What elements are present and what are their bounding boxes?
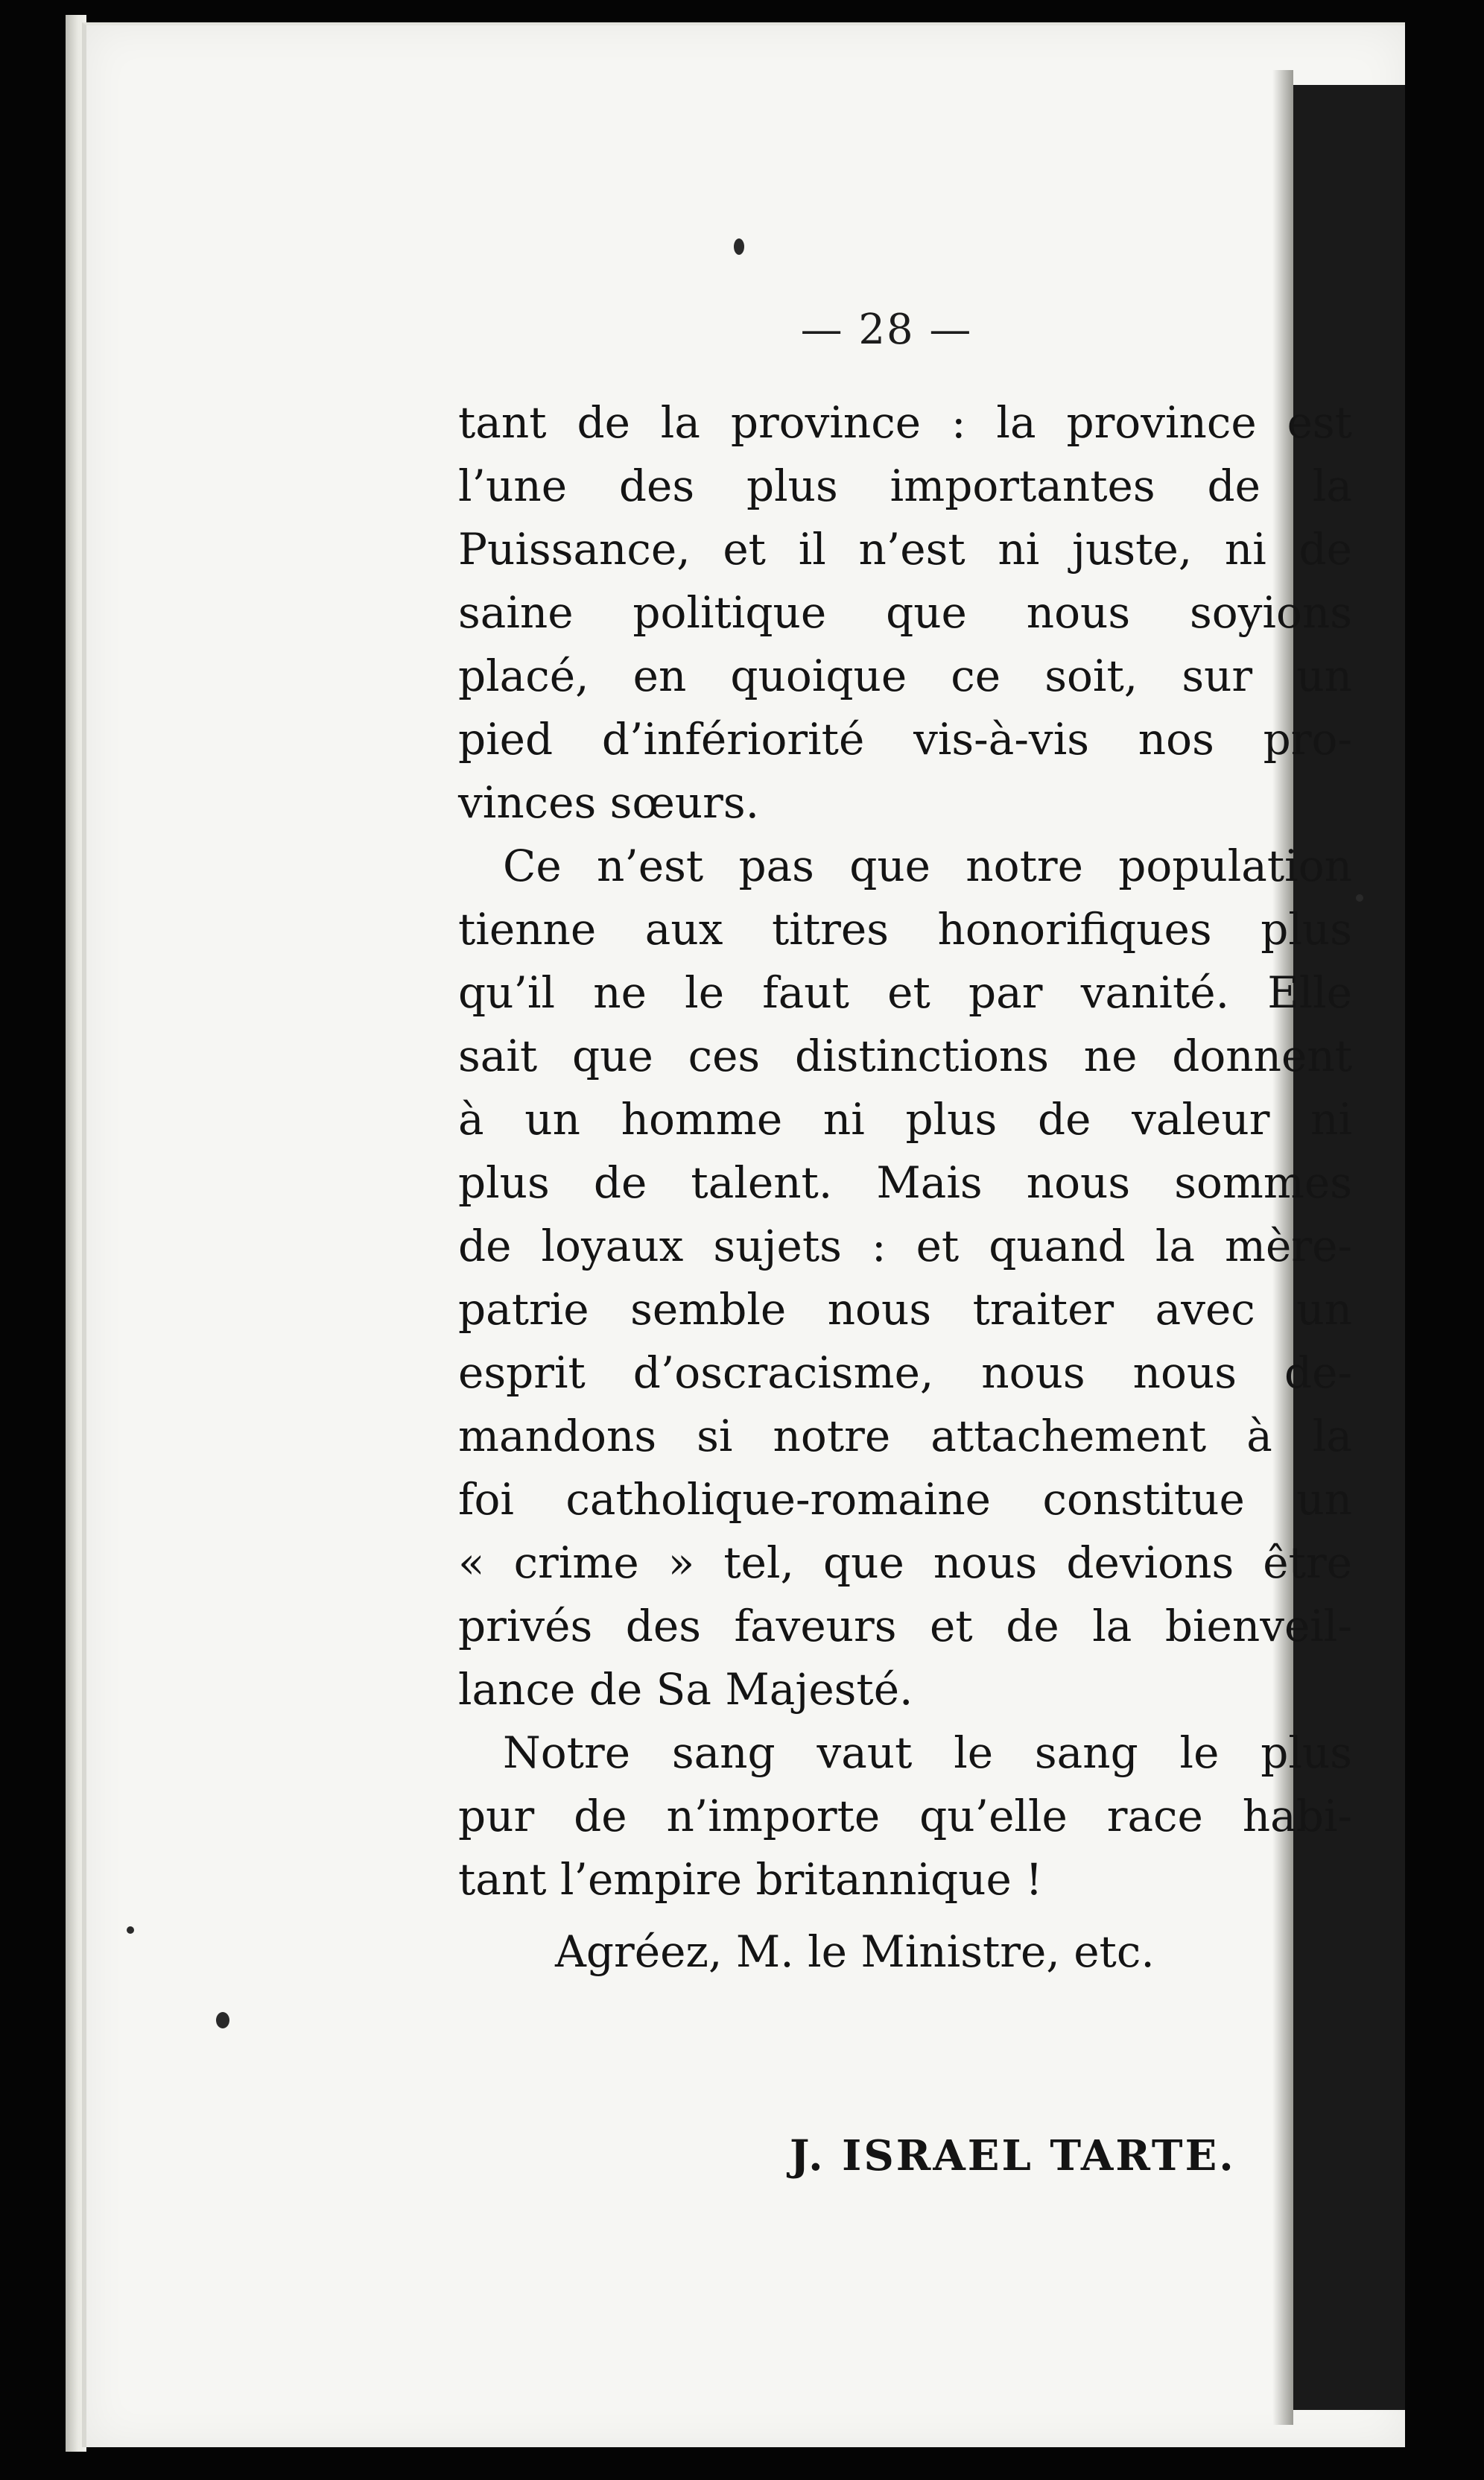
- text-line: Puissance, et il n’est ni juste, ni de: [458, 524, 1352, 575]
- page-number: — 28 —: [800, 306, 973, 354]
- text-line: tant l’empire britannique !: [458, 1854, 1043, 1905]
- text-line: Notre sang vaut le sang le plus: [503, 1727, 1352, 1778]
- text-line: saine politique que nous soyions: [458, 587, 1352, 638]
- text-line: à un homme ni plus de valeur ni: [458, 1094, 1352, 1145]
- signature: J. ISRAEL TARTE.: [790, 2131, 1236, 2180]
- text-line: plus de talent. Mais nous sommes: [458, 1157, 1352, 1208]
- text-line: de loyaux sujets : et quand la mère-: [458, 1221, 1352, 1271]
- ink-speck: [216, 2012, 229, 2028]
- ink-speck: [734, 238, 744, 255]
- text-line: pur de n’importe qu’elle race habi-: [458, 1791, 1352, 1841]
- text-line: pied d’infériorité vis-à-vis nos pro-: [458, 714, 1352, 765]
- text-line: qu’il ne le faut et par vanité. Elle: [458, 967, 1352, 1018]
- text-line: tienne aux titres honorifiques plus: [458, 904, 1352, 955]
- text-line: patrie semble nous traiter avec un: [458, 1284, 1352, 1335]
- page-text: [458, 391, 1352, 1984]
- closing-salutation: Agréez, M. le Ministre, etc.: [555, 1926, 1155, 1977]
- text-line: sait que ces distinctions ne donnent: [458, 1031, 1352, 1081]
- text-line: tant de la province : la province est: [458, 397, 1352, 448]
- text-line: vinces sœurs.: [458, 777, 760, 828]
- paragraph-2: [458, 835, 1352, 1721]
- text-line: lance de Sa Majesté.: [458, 1664, 913, 1715]
- text-line: esprit d’oscracisme, nous nous de-: [458, 1347, 1352, 1398]
- text-line: privés des faveurs et de la bienveil-: [458, 1601, 1352, 1651]
- ink-speck: [127, 1926, 134, 1934]
- text-line: l’une des plus importantes de la: [458, 461, 1352, 511]
- text-line: placé, en quoique ce soit, sur un: [458, 651, 1352, 701]
- text-line: Ce n’est pas que notre population: [503, 841, 1352, 891]
- text-line: mandons si notre attachement à la: [458, 1411, 1352, 1461]
- paragraph-1: [458, 391, 1352, 835]
- text-line: « crime » tel, que nous devions être: [458, 1537, 1352, 1588]
- ink-speck: [1356, 894, 1363, 902]
- paragraph-3: [458, 1721, 1352, 1911]
- text-line: foi catholique-romaine constitue un: [458, 1474, 1352, 1525]
